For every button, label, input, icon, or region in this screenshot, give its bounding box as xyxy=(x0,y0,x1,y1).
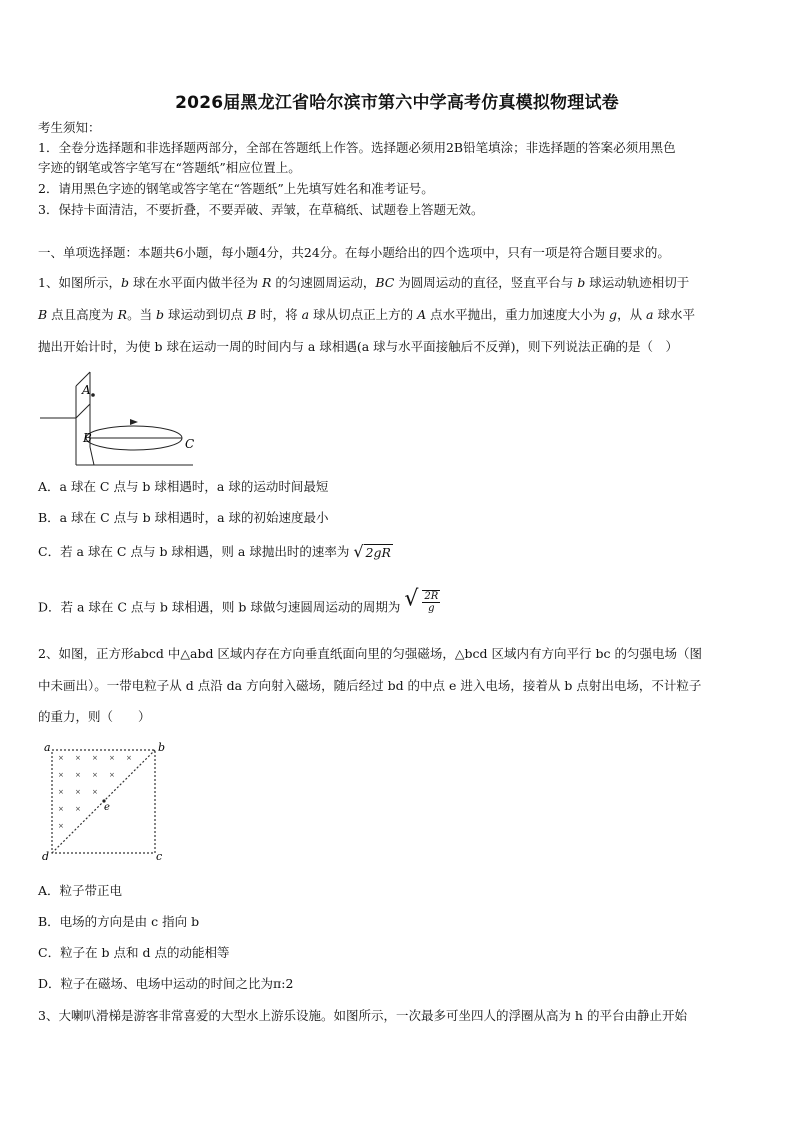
section-heading: 一、单项选择题：本题共6小题，每小题4分，共24分。在每小题给出的四个选项中，只有一项是符合题目要求的。 xyxy=(38,245,670,260)
field-cross: × xyxy=(92,788,98,796)
field-cross: × xyxy=(109,771,115,779)
notice-item-3: 3．保持卡面清洁，不要折叠，不要弄破、弄皱，在草稿纸、试题卷上答题无效。 xyxy=(38,202,484,217)
q2-option-b[interactable]: B．电场的方向是由 c 指向 b xyxy=(38,914,200,929)
q2-line-3: 的重力，则（ ） xyxy=(38,709,151,724)
q1-option-a[interactable]: A．a 球在 C 点与 b 球相遇时，a 球的运动时间最短 xyxy=(38,479,329,494)
q2-figure xyxy=(38,738,168,864)
notice-item-1: 1．全卷分选择题和非选择题两部分，全部在答题纸上作答。选择题必须用2B铅笔填涂；非选择题的答案必须用黑色 xyxy=(38,140,676,155)
fig-label-c: C xyxy=(185,437,195,451)
field-cross: × xyxy=(75,754,81,762)
notice-item-2: 2．请用黑色字迹的钢笔或答字笔在“答题纸”上先填写姓名和准考证号。 xyxy=(38,181,434,196)
notice-heading: 考生须知： xyxy=(38,120,101,135)
q2-option-d[interactable]: D．粒子在磁场、电场中运动的时间之比为π:2 xyxy=(38,976,294,991)
q2-line-2: 中未画出）。一带电粒子从 d 点沿 da 方向射入磁场，随后经过 bd 的中点 e 进入电场，接着从 b 点射出电场，不计粒子 xyxy=(38,678,702,693)
q1-figure xyxy=(38,368,198,468)
q1-line-2: B 点且高度为 R。当 b 球运动到切点 B 时，将 a 球从切点正上方的 A 点水平抛出，重力加速度大小为 g，从 a 球水平 xyxy=(38,307,695,322)
fig-label-a: a xyxy=(44,741,51,754)
field-cross: × xyxy=(75,788,81,796)
notice-item-1-cont: 字迹的钢笔或答字笔写在“答题纸”相应位置上。 xyxy=(38,160,301,175)
field-cross: × xyxy=(75,805,81,813)
field-cross: × xyxy=(58,822,64,830)
q1-option-c[interactable]: C．若 a 球在 C 点与 b 球相遇，则 a 球抛出时的速率为 √ 2gR xyxy=(38,542,391,561)
field-cross: × xyxy=(58,788,64,796)
q3-line-1: 3、大喇叭滑梯是游客非常喜爱的大型水上游乐设施。如图所示，一次最多可坐四人的浮圈从高为 h 的平台由静止开始 xyxy=(38,1008,687,1023)
field-cross: × xyxy=(58,771,64,779)
fig-label-a: A xyxy=(82,383,91,397)
page-title: 2026届黑龙江省哈尔滨市第六中学高考仿真模拟物理试卷 xyxy=(175,93,619,113)
field-cross: × xyxy=(58,754,64,762)
sqrt-2r-over-g: √ $\frac{2R}{g}$ xyxy=(404,586,439,614)
point-a-dot xyxy=(91,393,95,397)
q1-option-d[interactable]: D．若 a 球在 C 点与 b 球相遇，则 b 球做匀速圆周运动的周期为 √ $\frac{2R}{g}$ xyxy=(38,586,439,615)
q1-option-b[interactable]: B．a 球在 C 点与 b 球相遇时，a 球的初始速度最小 xyxy=(38,510,329,525)
fig-label-e: e xyxy=(104,802,110,813)
field-cross: × xyxy=(109,754,115,762)
sqrt-2gr: √ 2gR xyxy=(353,542,391,561)
field-cross: × xyxy=(92,754,98,762)
q2-option-c[interactable]: C．粒子在 b 点和 d 点的动能相等 xyxy=(38,945,230,960)
field-cross: × xyxy=(92,771,98,779)
field-cross: × xyxy=(58,805,64,813)
q1-line-1: 1、如图所示，b 球在水平面内做半径为 R 的匀速圆周运动，BC 为圆周运动的直径，竖直平台与 b 球运动轨迹相切于 xyxy=(38,275,690,290)
q2-line-1: 2、如图，正方形abcd 中△abd 区域内存在方向垂直纸面向里的匀强磁场，△bcd 区域内有方向平行 bc 的匀强电场（图 xyxy=(38,646,702,661)
q2-option-a[interactable]: A．粒子带正电 xyxy=(38,883,123,898)
field-cross: × xyxy=(126,754,132,762)
fig-label-b: B xyxy=(83,431,92,445)
field-cross: × xyxy=(75,771,81,779)
fig-label-c: c xyxy=(156,850,163,863)
q1-line-3: 抛出开始计时，为使 b 球在运动一周的时间内与 a 球相遇(a 球与水平面接触后不反弹)，则下列说法正确的是（ ） xyxy=(38,339,679,354)
fig-label-b: b xyxy=(158,741,166,754)
magnetic-field-crosses xyxy=(58,754,132,830)
fig-label-d: d xyxy=(42,850,50,863)
